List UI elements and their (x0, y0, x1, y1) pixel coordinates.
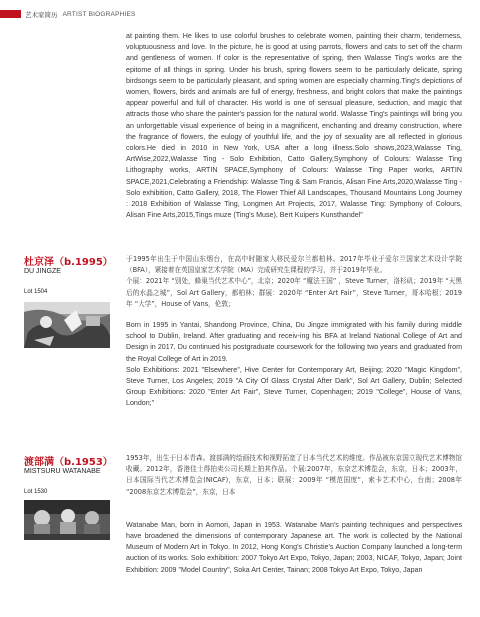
watanabe-bio (126, 453, 462, 576)
bio-en-paragraph: Solo Exhibitions: 2021 "Elsewhere", Hive Center for Contemporary Art, Beijing; 2020 "Magic Kingdom", Steve Turner, Los Angeles; 2019 "A City Of Glass Crystal After Dark", Sol Art Gallery, Dublin; Selected Group Exhibitions: 2020 "Enter Art Fair", Steve Turner, Copenhagen; 2019 "College", House of Vans, London;" (126, 365, 462, 408)
bio-cn-paragraph: 1953年，出生于日本青森。渡部满的绘画技术和视野拓宽了日本当代艺术的维度。作品被东京国立现代艺术博物馆收藏。2012年，香港佳士得拍卖公司长期上拍其作品。个展:2007年，东京艺术博览会，东京，日本；2003年，日本国际当代艺术博览会(NICAF)，东京，日本；联展：2009年 “模范国度”，索卡艺术中心，台南；2008年 “2008东京艺术博览会”，东京，日本 (126, 454, 462, 496)
lot-number: Lot 1504 (24, 289, 48, 295)
artwork-image-watanabe (24, 500, 110, 540)
page-header (0, 9, 136, 19)
header-title-cn: 艺术家简历 (25, 10, 58, 19)
du-jingze-bio (126, 254, 462, 410)
walasse-ting-bio-text: at painting them. He likes to use colorful brushes to celebrate women, painting their charm, tenderness, voluptuousness and love. In the picture, he is good at using parrots, flowers and cats to set off the charm and gentleness of women. If color is the representative of spring, then Walasse Ting's works are the epitome of all things in spring. Under his brush, spring flowers seem to be particularly delicate, spring birdsongs seem to be particularly pleasant, and spring women are especially charming.Ting's depictions of women, flowers, birds and animals are full of energy, freshness, and bright colors that make the paintings appear powerful and full of character. His world is one of sensual pleasure, seduction, and magic that attracts those who share the painter's passion for the natural world. Walasse Ting's paintings will bring you an unforgettable visual experience of being in a magnificent, enchanting and dreamy construction, where the fragrance of flowers, the eulogy of youthful life, and the joy of sexuality are all reflected in glorious colors.He died in 2010 in New York, USA after a long illness.Solo shows,2023,Walasse Ting, ArtWise,2022,Walasse Ting - Solo Exhibition, Catto Gallery,Symphony of Colours: Walasse Ting Lithography works, ARTIN SPACE,Symphony of Colours: Walasse Ting Paper works, ARTIN SPACE,2021,Celebrating a Friendship: Walasse Ting & Sam Francis, Alisan Fine Arts,2020,Walasse Ting - Solo exhibition, Catto Gallery, 2018, The Flower Thief All Landscapes, Thousand Mountains Long Journey : 2018 Exhibition of Walasse Ting, Longmen Art Projects, 2017, Walasse Ting: Symphony of Colours, Alisan Fine Arts,2015,Tings muze (Ting's Muse), Bert Kuipers Kunsthandel" (126, 32, 462, 220)
artist-name-en: MISTSURU WATANABE (24, 468, 101, 475)
artwork-image-du-jingze (24, 302, 110, 348)
bio-cn-paragraph: 于1995年出生于中国山东烟台，在高中时随家人移民爱尔兰都柏林。2017年毕业于爱尔兰国家艺术设计学院（BFA），紧接着在英国皇家艺术学院（MA）完成研究生课程的学习，并于2019年毕业。 (126, 255, 462, 275)
walasse-ting-bio (126, 31, 462, 221)
header-title-en: ARTIST BIOGRAPHIES (62, 10, 136, 18)
abstract-painting-image (24, 302, 110, 348)
bio-en-paragraph: Watanabe Man, born in Aomori, Japan in 1953. Watanabe Man's painting techniques and perspectives have broadened the dimensions of contemporary Japanese art. The work is collected by the National Museum of Modern Art in Tokyo. In 2012, Hong Kong's Christie's Auction Company launched a long-term auction of its works. Solo exhibition: 2007 Tokyo Art Expo, Tokyo, Japan; 2003, NICAF, Tokyo, Japan; Joint Exhibition: 2009 "Model Country", Soka Art Center, Tainan; 2008 Tokyo Art Expo, Tokyo, Japan (126, 520, 462, 574)
lot-number: Lot 1530 (24, 489, 48, 495)
artist-name-en: DU JINGZE (24, 268, 61, 275)
header-red-mark (0, 10, 21, 18)
artist-name-cn: 杜京泽（b.1995） (24, 257, 113, 268)
artist-name-cn: 渡部满（b.1953） (24, 457, 113, 468)
bio-cn-paragraph: 个展：2021年 “别处，蜂巢当代艺术中心”，北京；2020年 “魔法王国” ，Steve Turner，洛杉矶；2019年 “天黑后的水晶之城”，Sol Art Gallery，都柏林；群展：2020年 “Enter Art Fair”，Steve Turner，哥本哈根；2019年 “大学”，House of Vans，伦敦； (126, 277, 462, 308)
figurative-painting-image (24, 500, 110, 540)
bio-en-paragraph: Born in 1995 in Yantai, Shandong Province, China, Du Jingze immigrated with his family during middle school to Dublin, Ireland. After graduating and receiv-ing his BFA at Ireland National College of Art and Design in 2017, Du continued his postgraduate coursework for the following two years and graduated from the Royal College of Art in 2019. (126, 321, 462, 363)
